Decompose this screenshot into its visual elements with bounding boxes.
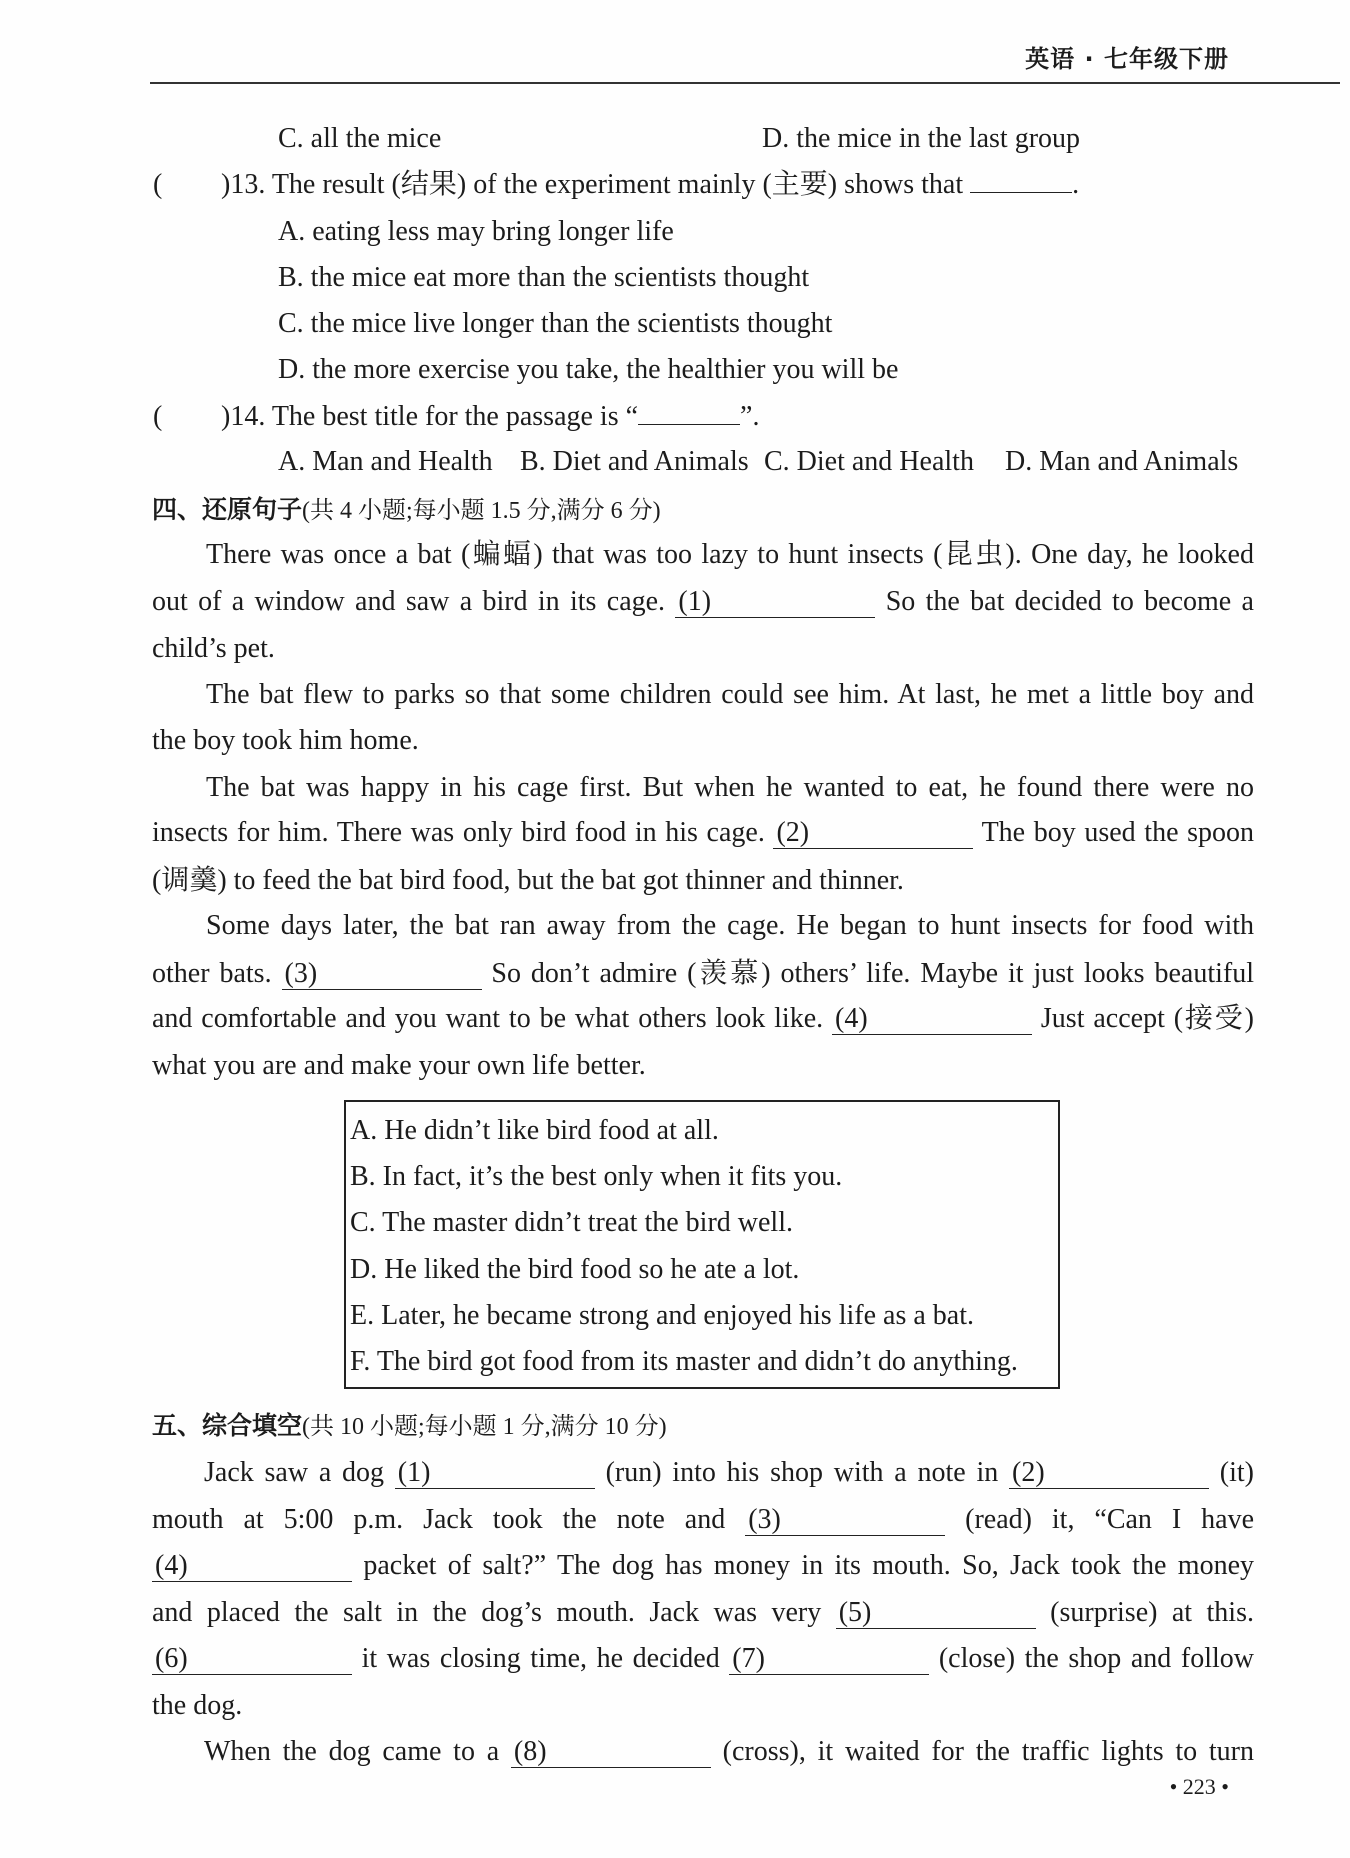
answer-blank [638, 399, 740, 425]
text-run: insects for him. There was only bird food in his cage. [152, 817, 774, 848]
answer-blank: (1) [675, 587, 875, 618]
section5-passage-line [152, 1500, 1254, 1540]
section4-passage-line: There was once a bat (蝙蝠) that was too lazy to hunt insects (昆虫). One day, he looked [206, 539, 1254, 570]
choice-f: F. The bird got food from its master and didn’t do anything. [350, 1346, 1018, 1378]
q13-option-a: A. eating less may bring longer life [278, 216, 674, 247]
answer-blank: (5) [836, 1598, 1036, 1629]
answer-blank: (1) [395, 1458, 595, 1489]
section5-passage-line [152, 1593, 1254, 1633]
answer-blank: (7) [729, 1644, 929, 1675]
text-run: Just accept (接受) [1032, 1003, 1254, 1034]
section4-passage-line [152, 813, 1254, 853]
section5-passage-line [152, 1546, 1254, 1586]
section5-note: (共 10 小题;每小题 1 分,满分 10 分) [302, 1414, 667, 1440]
text-run: (surprise) at this. [1035, 1597, 1254, 1628]
q13-answer-paren: ( [153, 169, 163, 200]
section5-passage-line: the dog. [152, 1690, 243, 1721]
answer-blank: (8) [511, 1737, 711, 1768]
q14-answer-paren: ( [153, 401, 163, 432]
section5-passage-line [204, 1453, 1254, 1493]
q12-option-d: D. the mice in the last group [762, 123, 1081, 154]
choice-a: A. He didn’t like bird food at all. [350, 1115, 719, 1146]
text-run: and comfortable and you want to be what others look like. [152, 1003, 833, 1034]
answer-blank: (6) [152, 1644, 352, 1675]
section4-passage-line: The bat flew to parks so that some children could see him. At last, he met a little boy and [206, 679, 1254, 710]
section4-passage-line [152, 582, 1254, 622]
header-title: 英语 · 七年级下册 [1025, 45, 1229, 73]
header-rule [150, 82, 1340, 84]
answer-blank: (3) [745, 1505, 945, 1536]
answer-blank: (2) [773, 818, 973, 849]
text-run: ”. [740, 401, 760, 432]
section4-passage-line: The bat was happy in his cage first. But when he wanted to eat, he found there were no [206, 772, 1254, 803]
section5-title: 五、综合填空 [152, 1411, 303, 1440]
text-run: The boy used the spoon [973, 817, 1255, 848]
q13-option-d: D. the more exercise you take, the healthier you will be [278, 354, 899, 385]
text-run: So the bat decided to become a [875, 586, 1254, 617]
choice-c: C. The master didn’t treat the bird well. [350, 1207, 793, 1239]
q14-option-c: C. Diet and Health [764, 446, 974, 477]
answer-blank [970, 167, 1072, 193]
text-run: So don’t admire (羡慕) others’ life. Maybe it just looks beautiful [481, 958, 1254, 989]
choice-b: B. In fact, it’s the best only when it fits you. [350, 1161, 843, 1193]
text-run: )14. The best title for the passage is “ [221, 401, 639, 432]
text-run: (cross), it waited for the traffic lights to turn [710, 1736, 1254, 1767]
section4-title: 四、还原句子 [152, 495, 303, 524]
text-run: out of a window and saw a bird in its cage. [152, 586, 676, 617]
q12-option-c: C. all the mice [278, 123, 442, 154]
answer-blank: (2) [1009, 1458, 1209, 1489]
text-run: mouth at 5:00 p.m. Jack took the note and [152, 1504, 746, 1535]
q14-option-a: A. Man and Health [278, 446, 493, 477]
text-run: (run) into his shop with a note in [594, 1457, 1010, 1488]
text-run: . [1072, 169, 1080, 200]
section4-passage-line: (调羹) to feed the bat bird food, but the bat got thinner and thinner. [152, 865, 904, 896]
choice-box [344, 1100, 1060, 1389]
text-run: Jack saw a dog [204, 1457, 395, 1488]
section4-heading [152, 490, 661, 530]
choice-e: E. Later, he became strong and enjoyed his life as a bat. [350, 1299, 974, 1331]
section4-passage-line: Some days later, the bat ran away from the cage. He began to hunt insects for food with [206, 910, 1254, 941]
text-run: and placed the salt in the dog’s mouth. Jack was very [152, 1597, 836, 1628]
text-run: it was closing time, he decided [352, 1643, 730, 1674]
section5-heading [152, 1406, 667, 1446]
choice-d: D. He liked the bird food so he ate a lot. [350, 1253, 800, 1285]
q14-option-d: D. Man and Animals [1005, 446, 1239, 477]
section4-passage-line: what you are and make your own life better. [152, 1050, 646, 1081]
q13-option-b: B. the mice eat more than the scientists thought [278, 262, 810, 293]
section4-passage-line: child’s pet. [152, 633, 275, 664]
text-run: packet of salt?” The dog has money in its mouth. So, Jack took the money [352, 1550, 1254, 1581]
q13-option-c: C. the mice live longer than the scientists thought [278, 308, 833, 339]
page-number: • 223 • [1169, 1774, 1229, 1799]
section4-passage-line [152, 954, 1254, 994]
q14-stem [221, 397, 759, 437]
text-run: When the dog came to a [204, 1736, 511, 1767]
answer-blank: (3) [282, 959, 482, 990]
section4-note: (共 4 小题;每小题 1.5 分,满分 6 分) [302, 498, 661, 524]
text-run: other bats. [152, 958, 282, 989]
section5-passage-line [152, 1639, 1254, 1679]
text-run: (read) it, “Can I have [945, 1504, 1254, 1535]
section4-passage-line: the boy took him home. [152, 725, 419, 756]
section4-passage-line [152, 999, 1254, 1039]
section5-passage-line [204, 1732, 1254, 1772]
q13-stem [221, 165, 1079, 205]
text-run: (it) [1209, 1457, 1254, 1488]
answer-blank: (4) [152, 1551, 352, 1582]
text-run: (close) the shop and follow [929, 1643, 1254, 1674]
answer-blank: (4) [832, 1004, 1032, 1035]
q14-option-b: B. Diet and Animals [520, 446, 749, 477]
text-run: )13. The result (结果) of the experiment mainly (主要) shows that [221, 169, 971, 200]
